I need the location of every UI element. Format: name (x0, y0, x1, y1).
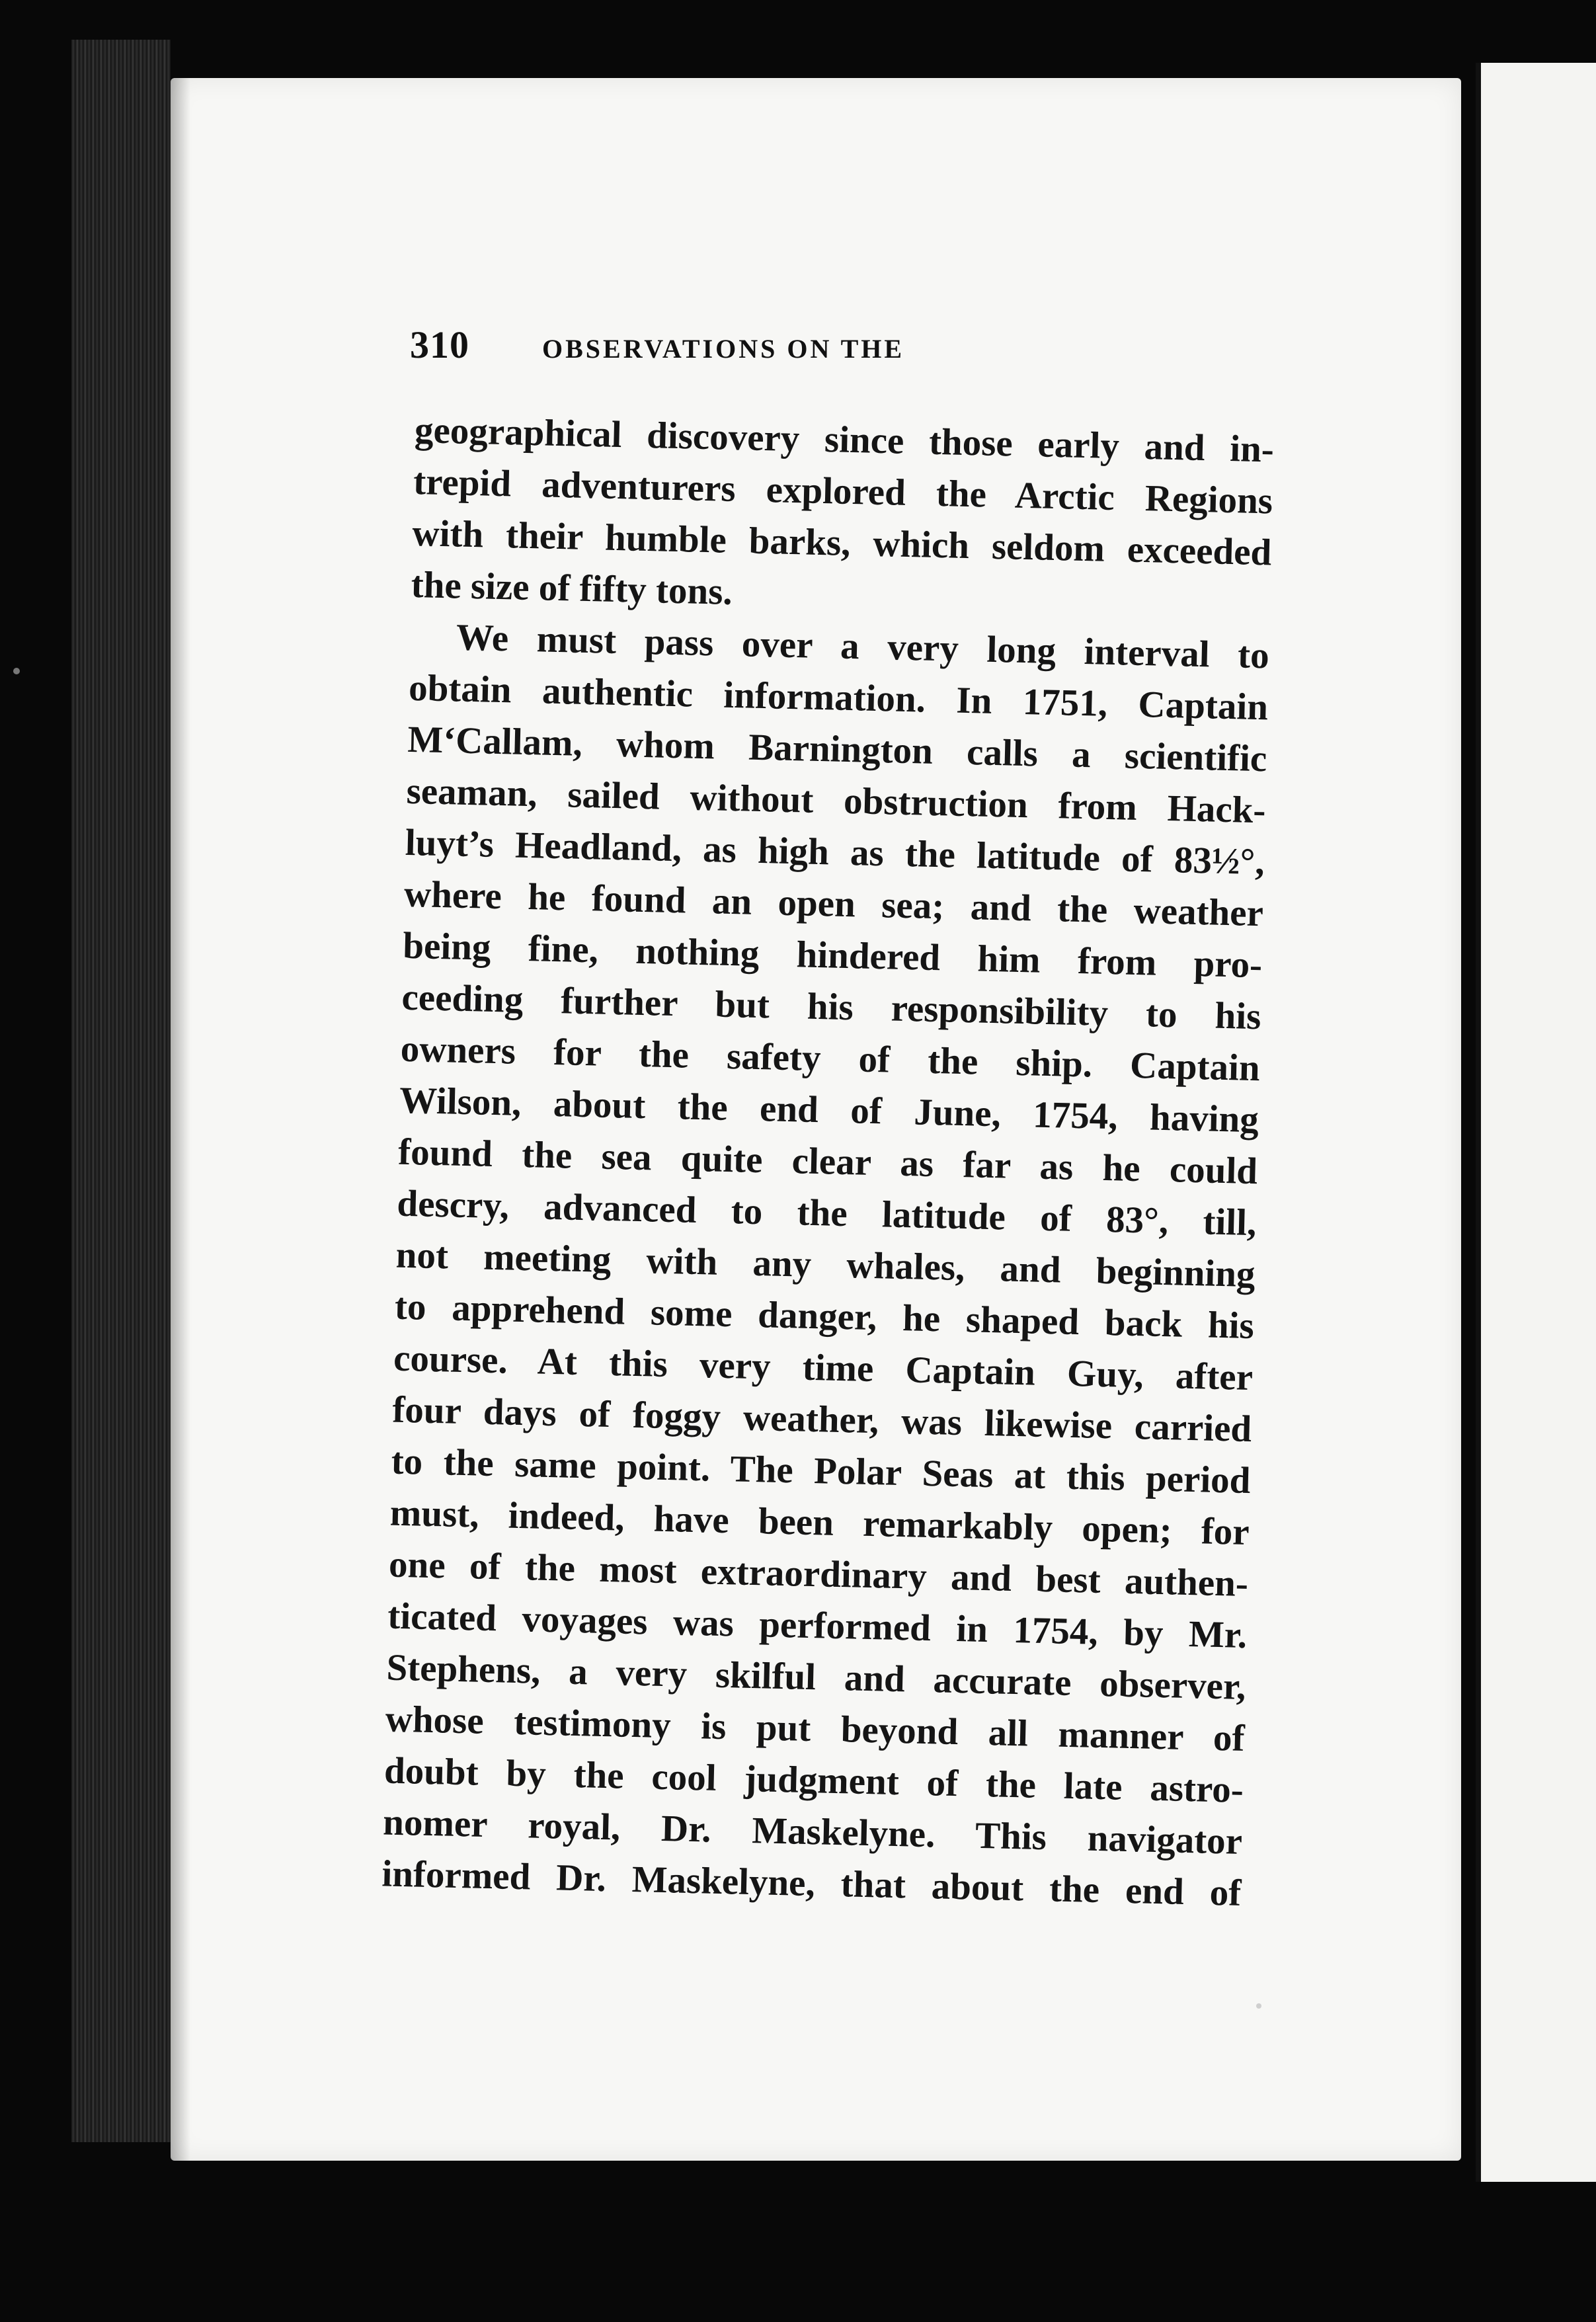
page-header (410, 323, 1045, 382)
page-number: 310 (410, 323, 469, 366)
page-gutter-shadow (171, 78, 190, 2161)
text-line: M‘Callam, whom Barnington calls a scientific (407, 718, 1267, 780)
text-line: ticated voyages was performed in 1754, by Mr. (387, 1595, 1248, 1657)
text-line: trepid adventurers explored the Arctic Regions (413, 460, 1273, 522)
text-line: found the sea quite clear as far as he could (397, 1131, 1258, 1193)
text-line: being fine, nothing hindered him from pro- (402, 924, 1263, 986)
paragraph-1 (411, 405, 1275, 630)
text-line: nomer royal, Dr. Maskelyne. This navigator (382, 1801, 1243, 1862)
scan-speck (13, 668, 20, 674)
text-line: luyt’s Headland, as high as the latitude of 83½°, (405, 821, 1265, 883)
text-line: owners for the safety of the ship. Captain (400, 1027, 1261, 1090)
text-line: descry, advanced to the latitude of 83°, till, (396, 1182, 1257, 1244)
paper-speck (1256, 2003, 1261, 2009)
text-line: to apprehend some danger, he shaped back his (394, 1285, 1255, 1347)
text-line: course. At this very time Captain Guy, after (393, 1337, 1254, 1399)
text-line: four days of foggy weather, was likewise carried (391, 1388, 1252, 1451)
text-line: doubt by the cool judgment of the late astro- (383, 1749, 1244, 1811)
text-line: informed Dr. Maskelyne, that about the end of (381, 1853, 1242, 1914)
text-line: one of the most extraordinary and best authen- (388, 1543, 1249, 1605)
text-line: whose testimony is put beyond all manner of (385, 1698, 1246, 1759)
body-text (381, 405, 1275, 1919)
running-head: OBSERVATIONS ON THE (542, 334, 905, 364)
text-line: Stephens, a very skilful and accurate observer, (385, 1646, 1247, 1708)
text-line: ceeding further but his responsibility to his (401, 976, 1262, 1038)
text-line: obtain authentic information. In 1751, Captain (408, 666, 1269, 729)
text-line: with their humble barks, which seldom exceeded (411, 512, 1272, 574)
text-line: We must pass over a very long interval to (456, 616, 1270, 677)
text-line: seaman, sailed without obstruction from Hack- (406, 770, 1267, 832)
paragraph-2 (381, 611, 1270, 1919)
text-line: must, indeed, have been remarkably open; for (389, 1492, 1250, 1554)
book-page-edges (71, 40, 171, 2142)
text-line: not meeting with any whales, and beginning (395, 1234, 1256, 1296)
facing-page-edge (1476, 63, 1596, 2182)
text-line: to the same point. The Polar Seas at this period (391, 1440, 1252, 1502)
text-line: where he found an open sea; and the weather (403, 873, 1264, 935)
text-line: the size of fifty tons. (411, 563, 733, 613)
text-line: Wilson, about the end of June, 1754, having (399, 1079, 1259, 1141)
text-line: geographical discovery since those early and in- (414, 409, 1275, 471)
